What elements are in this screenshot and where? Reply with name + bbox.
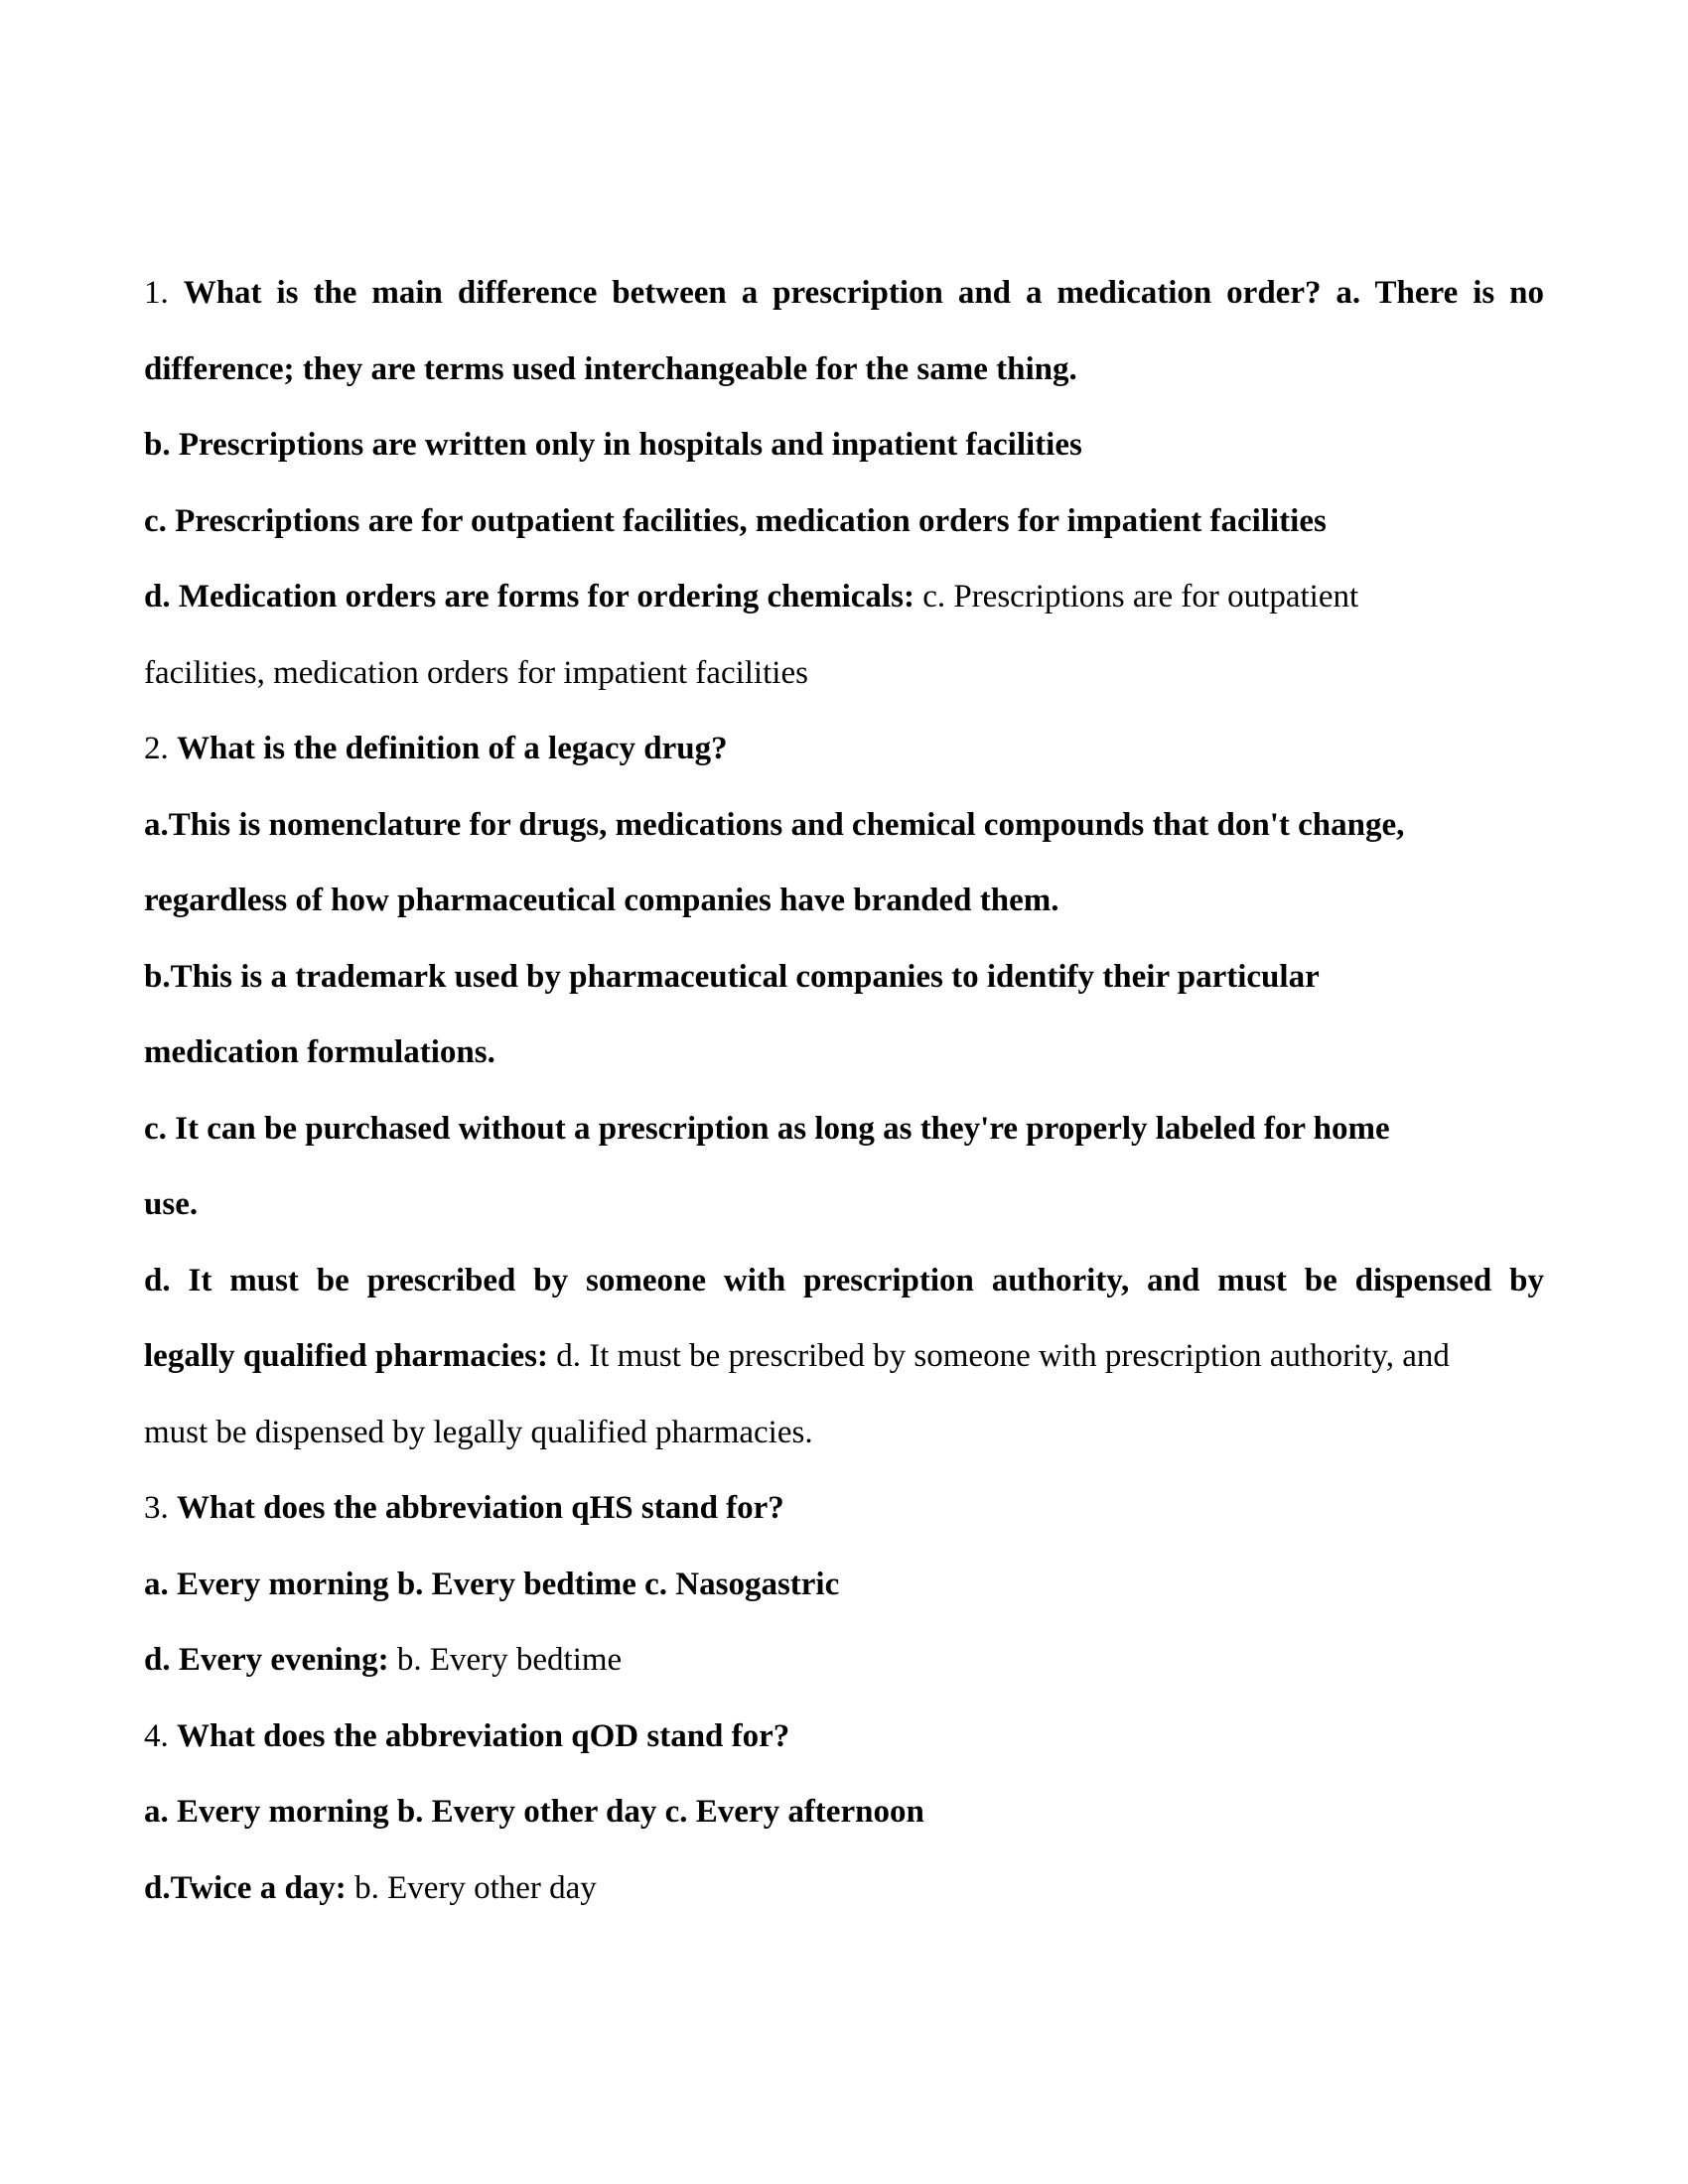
question-1-option-a-cont: difference; they are terms used interchangeable for the same thing. (144, 350, 1077, 387)
question-1-option-b: b. Prescriptions are written only in hospitals and inpatient facilities (144, 427, 1082, 463)
question-1-text: What is the main difference between a prescription and a medication order? a. There is no (183, 275, 1544, 311)
document-text-block (144, 255, 1544, 1926)
question-4-text: What does the abbreviation qOD stand for? (177, 1717, 790, 1754)
question-1-option-c: c. Prescriptions are for outpatient facilities, medication orders for impatient facilities (144, 502, 1327, 539)
question-2-option-c-cont: use. (144, 1186, 199, 1222)
question-3-option-d-and-answer: d. Every evening: b. Every bedtime (144, 1642, 623, 1678)
question-2-option-a: a.This is nomenclature for drugs, medications and chemical compounds that don't change, (144, 806, 1405, 843)
question-4-options-abc: a. Every morning b. Every other day c. Every afternoon (144, 1794, 924, 1830)
question-1-option-d-and-answer: d. Medication orders are forms for ordering chemicals: c. Prescriptions are for outpatient (144, 579, 1359, 614)
question-2-option-b-cont: medication formulations. (144, 1034, 495, 1070)
question-2 (144, 711, 1544, 787)
question-2-option-d: d. It must be prescribed by someone with prescription authority, and must be dispensed by (144, 1262, 1544, 1298)
question-3-text: What does the abbreviation qHS stand for? (177, 1490, 784, 1526)
question-2-number: 2. (144, 731, 177, 766)
question-1-answer-cont: facilities, medication orders for impatient facilities (144, 654, 808, 691)
question-3-options-abc: a. Every morning b. Every bedtime c. Nasogastric (144, 1566, 840, 1602)
question-2-text: What is the definition of a legacy drug? (177, 731, 728, 766)
question-4 (144, 1699, 1544, 1775)
question-3 (144, 1470, 1544, 1547)
question-2-option-c: c. It can be purchased without a prescription as long as they're properly labeled for home (144, 1110, 1390, 1147)
question-4-option-d-and-answer: d.Twice a day: b. Every other day (144, 1869, 597, 1906)
question-4-number: 4. (144, 1717, 177, 1754)
question-2-option-b: b.This is a trademark used by pharmaceutical companies to identify their particular (144, 958, 1320, 995)
question-2-answer-cont: must be dispensed by legally qualified pharmacies. (144, 1414, 813, 1450)
question-1 (144, 255, 1544, 332)
question-2-option-d-and-answer: legally qualified pharmacies: d. It must be prescribed by someone with prescription authority, and (144, 1338, 1450, 1374)
question-3-number: 3. (144, 1490, 177, 1526)
question-1-number: 1. (144, 275, 184, 311)
question-2-option-a-cont: regardless of how pharmaceutical companies have branded them. (144, 883, 1059, 918)
